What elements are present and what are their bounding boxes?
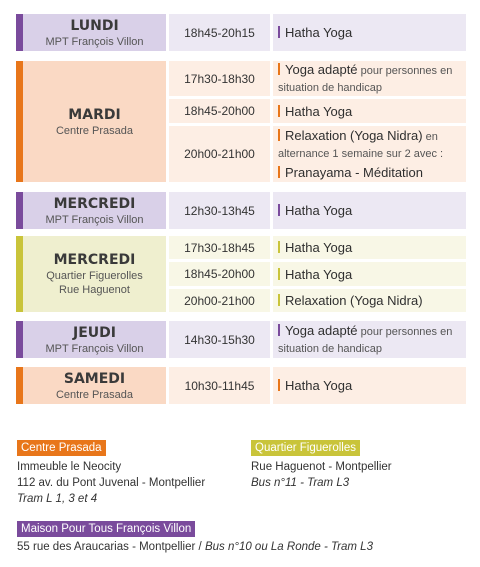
schedule-row <box>169 192 466 229</box>
time-cell: 20h00-21h00 <box>169 289 270 312</box>
schedule-block-mercredi-villon <box>16 192 466 229</box>
activity-note: en alternance 1 semaine sur 2 avec : <box>278 131 444 160</box>
location-tag-prasada: Centre Prasada <box>17 440 106 456</box>
time-cell: 17h30-18h45 <box>169 236 270 259</box>
location-address-villon <box>17 539 373 555</box>
time-cell: 18h45-20h00 <box>169 262 270 286</box>
location-tag-villon: Maison Pour Tous François Villon <box>17 521 195 537</box>
day-name: MARDI <box>68 106 121 123</box>
address-line: 112 av. du Pont Juvenal - Montpellier <box>17 477 206 489</box>
activity-cell <box>273 321 466 358</box>
day-name: MERCREDI <box>53 252 136 268</box>
activity-label: Hatha Yoga <box>285 378 353 393</box>
transport-line: Bus n°11 - Tram L3 <box>251 477 350 489</box>
day-place: MPT François Villon <box>45 213 144 226</box>
day-name: JEUDI <box>73 324 116 341</box>
activity-cell <box>273 262 466 286</box>
schedule-row <box>169 367 466 404</box>
time-cell: 14h30-15h30 <box>169 321 270 358</box>
activity-label: Hatha Yoga <box>285 103 353 119</box>
activity-label: Hatha Yoga <box>285 266 353 282</box>
schedule-block-lundi <box>16 14 466 51</box>
schedule-row <box>169 14 466 51</box>
day-place: MPT François Villon <box>45 35 144 48</box>
bar-icon <box>278 63 280 75</box>
activity-cell <box>273 99 466 123</box>
bar-icon <box>278 268 280 280</box>
time-cell: 20h00-21h00 <box>169 126 270 182</box>
schedule-row <box>169 236 466 259</box>
day-cell <box>16 321 166 358</box>
schedule-row <box>169 99 466 123</box>
bar-icon <box>278 241 280 253</box>
location-tag-figuerolles: Quartier Figuerolles <box>251 440 360 456</box>
address-line: Immeuble le Neocity <box>17 461 122 473</box>
activity-cell <box>273 289 466 312</box>
activity-note: pour personnes en situation de handicap <box>278 325 453 355</box>
bar-icon <box>278 26 280 38</box>
activity-cell <box>273 61 466 96</box>
day-place: Centre Prasada <box>55 388 134 401</box>
bar-icon <box>278 129 280 141</box>
day-cell <box>16 367 166 404</box>
activity-label: Yoga adapté <box>285 322 358 338</box>
schedule-block-samedi <box>16 367 466 404</box>
bar-icon <box>278 294 280 306</box>
activity-cell <box>273 236 466 259</box>
bar-icon <box>278 379 280 391</box>
bar-icon <box>278 166 280 178</box>
day-place-2: Rue Haguenot <box>59 284 130 296</box>
schedule-row <box>169 262 466 286</box>
bar-icon <box>278 105 280 117</box>
bar-icon <box>278 204 280 216</box>
day-place: MPT François Villon <box>45 342 144 355</box>
activity-cell <box>273 14 466 51</box>
activity-cell <box>273 192 466 229</box>
time-cell: 18h45-20h00 <box>169 99 270 123</box>
activity-label-2: Pranayama - Méditation <box>285 165 424 180</box>
location-address-figuerolles <box>251 459 392 491</box>
activity-cell <box>273 367 466 404</box>
schedule-row <box>169 321 466 358</box>
location-address-prasada <box>17 459 205 507</box>
time-cell: 10h30-11h45 <box>169 367 270 404</box>
activity-label: Hatha Yoga <box>285 203 353 218</box>
activity-label: Hatha Yoga <box>285 25 353 40</box>
transport-line: Tram L 1, 3 et 4 <box>17 493 98 505</box>
day-place: Centre Prasada <box>55 124 134 137</box>
activity-label: Hatha Yoga <box>285 240 353 255</box>
day-name: LUNDI <box>70 17 119 34</box>
transport-line: Bus n°10 ou La Ronde - Tram L3 <box>204 541 373 553</box>
time-cell: 18h45-20h15 <box>169 14 270 51</box>
activity-label: Relaxation (Yoga Nidra) <box>285 293 423 308</box>
day-cell <box>16 192 166 229</box>
bar-icon <box>278 324 280 336</box>
time-cell: 17h30-18h30 <box>169 61 270 96</box>
activity-cell <box>273 126 466 182</box>
schedule-row <box>169 61 466 96</box>
address-line: 55 rue des Araucarias - Montpellier / <box>17 541 205 553</box>
schedule-block-jeudi <box>16 321 466 358</box>
schedule-block-mercredi-figuerolles <box>16 236 466 312</box>
schedule-row <box>169 289 466 312</box>
schedule-row <box>169 126 466 182</box>
day-name: SAMEDI <box>63 370 126 387</box>
activity-label: Relaxation (Yoga Nidra) <box>285 128 423 143</box>
day-cell <box>16 14 166 51</box>
activity-note: pour personnes en situation de handicap <box>278 64 453 94</box>
address-line: Rue Haguenot - Montpellier <box>251 461 392 473</box>
day-cell <box>16 61 166 182</box>
activity-label: Yoga adapté <box>285 61 358 77</box>
time-cell: 12h30-13h45 <box>169 192 270 229</box>
schedule-block-mardi <box>16 61 466 182</box>
day-cell <box>16 236 166 312</box>
day-name: MERCREDI <box>53 195 136 212</box>
day-place: Quartier Figuerolles <box>46 270 143 282</box>
